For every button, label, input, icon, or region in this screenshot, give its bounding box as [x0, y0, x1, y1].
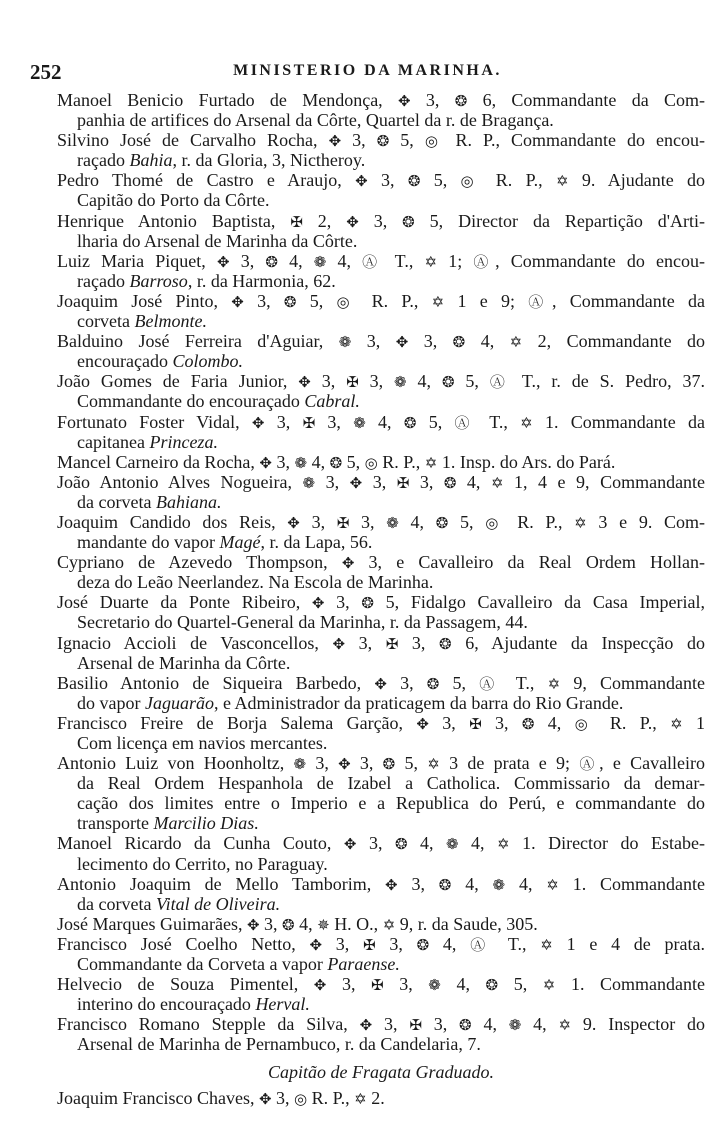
- text-line: [57, 813, 705, 833]
- text-segment: raçado: [77, 270, 130, 291]
- order-insignia-icon: ❂: [361, 594, 374, 613]
- text-line: [57, 673, 705, 693]
- text-line: [57, 170, 705, 190]
- text-line: [57, 793, 705, 813]
- officer-entry: [57, 211, 705, 251]
- order-insignia-icon: ✠: [290, 212, 303, 231]
- text-line: [57, 552, 705, 572]
- italic-text: Jaguarão: [144, 692, 214, 713]
- text-line: [57, 693, 705, 713]
- order-insignia-icon: ❁: [508, 1016, 522, 1035]
- text-segment: capitanea: [77, 431, 150, 452]
- italic-text: Paraense.: [327, 954, 400, 975]
- order-insignia-icon: ❂: [282, 915, 295, 934]
- order-insignia-icon: ❂: [426, 674, 440, 693]
- officer-entry: [57, 130, 705, 170]
- text-line: [57, 331, 705, 351]
- text-segment: Joaquim José Pinto, ✥ 3, ❂ 5, ◎ R. P., ✡ 1 e 9; Ⓐ, Commandante da: [57, 290, 705, 311]
- officer-entry: [57, 412, 705, 452]
- officer-entry: [57, 331, 705, 371]
- order-insignia-icon: ✠: [371, 976, 384, 995]
- order-insignia-icon: ✡: [670, 714, 683, 733]
- text-segment: Francisco José Coelho Netto, ✥ 3, ✠ 3, ❂ 4, Ⓐ T., ✡ 1 e 4 de prata.: [57, 933, 706, 954]
- text-segment: Pedro Thomé de Castro e Araujo, ✥ 3, ❂ 5, ◎ R. P., ✡ 9. Ajudante do: [57, 170, 706, 191]
- section-heading: Capitão de Fragata Graduado.: [267, 1061, 494, 1082]
- order-insignia-icon: ✠: [336, 513, 350, 532]
- italic-text: Colombo.: [172, 351, 243, 372]
- text-segment: , e Administrador da praticagem da barra do Rio Grande.: [213, 692, 624, 713]
- text-line: [57, 271, 705, 291]
- order-insignia-icon: ✥: [338, 755, 351, 774]
- text-segment: Cypriano de Azevedo Thompson, ✥ 3, e Cavalleiro da Real Ordem Hollan-: [57, 552, 705, 573]
- text-line: [57, 472, 705, 492]
- text-line: [57, 894, 705, 914]
- order-insignia-icon: ❂: [439, 634, 452, 653]
- text-segment: Mancel Carneiro da Rocha, ✥ 3, ❁ 4, ❂ 5, ◎ R. P., ✡ 1. Insp. do Ars. do Pará.: [57, 451, 616, 472]
- order-insignia-icon: ✡: [540, 935, 553, 954]
- order-insignia-icon: ✥: [311, 594, 325, 613]
- text-segment: Ignacio Accioli de Vasconcellos, ✥ 3, ✠ 3, ❂ 6, Ajudante da Inspecção do: [57, 632, 705, 653]
- officer-entry: [57, 1014, 705, 1054]
- text-segment: João Antonio Alves Nogueira, ❁ 3, ✥ 3, ✠ 3, ❂ 4, ✡ 1, 4 e 9, Commandante: [57, 471, 706, 492]
- text-line: [57, 653, 705, 673]
- order-insignia-icon: ❂: [283, 292, 297, 311]
- order-insignia-icon: ✡: [424, 252, 438, 271]
- order-insignia-icon: ✡: [431, 292, 445, 311]
- text-segment: Commandante da Corveta a vapor: [77, 954, 328, 975]
- order-insignia-icon: ✥: [355, 172, 368, 191]
- text-line: [57, 190, 705, 210]
- text-line: [57, 1014, 705, 1034]
- officer-entry: [57, 592, 705, 632]
- text-segment: , r. da Gloria, 3, Nictheroy.: [172, 150, 366, 171]
- running-title: MINISTERIO DA MARINHA.: [233, 62, 502, 79]
- text-segment: do vapor: [77, 692, 145, 713]
- text-line: [57, 532, 705, 552]
- order-insignia-icon: ✥: [298, 373, 311, 392]
- officer-entry: [57, 552, 705, 592]
- order-insignia-icon: ✡: [509, 333, 523, 352]
- order-insignia-icon: ❁: [445, 835, 459, 854]
- order-insignia-icon: ❂: [402, 212, 415, 231]
- order-insignia-icon: ◎: [485, 513, 506, 532]
- order-insignia-icon: ❂: [382, 755, 396, 774]
- italic-text: Bahia: [129, 150, 173, 171]
- order-insignia-icon: ❂: [438, 875, 452, 894]
- order-insignia-icon: Ⓐ: [579, 755, 600, 774]
- officer-entry: [57, 914, 705, 934]
- text-line: [57, 753, 705, 773]
- order-insignia-icon: ❂: [394, 835, 408, 854]
- order-insignia-icon: ✡: [520, 413, 533, 432]
- order-insignia-icon: ✡: [382, 915, 396, 934]
- order-insignia-icon: ✥: [313, 976, 327, 995]
- order-insignia-icon: ✠: [302, 413, 316, 432]
- order-insignia-icon: ◎: [460, 172, 483, 191]
- order-insignia-icon: ✵: [317, 915, 330, 934]
- text-segment: Francisco Freire de Borja Salema Garção, ✥ 3, ✠ 3, ❂ 4, ◎ R. P., ✡ 1: [57, 712, 706, 733]
- officer-entry: [57, 90, 705, 130]
- text-line: [57, 311, 705, 331]
- officer-entry: [57, 291, 705, 331]
- text-segment: , r. da Harmonia, 62.: [187, 270, 336, 291]
- text-segment: Silvino José de Carvalho Rocha, ✥ 3, ❂ 5, ◎ R. P., Commandante do encou-: [57, 130, 706, 151]
- order-insignia-icon: ✥: [416, 714, 429, 733]
- text-segment: Capitão do Porto da Côrte.: [77, 190, 270, 211]
- text-segment: Henrique Antonio Baptista, ✠ 2, ✥ 3, ❂ 5, Director da Repartição d'Arti-: [57, 210, 706, 231]
- order-insignia-icon: ✥: [332, 634, 346, 653]
- order-insignia-icon: Ⓐ: [489, 373, 512, 392]
- order-insignia-icon: ❂: [403, 413, 417, 432]
- order-insignia-icon: ❁: [302, 473, 316, 492]
- text-segment: deza do Leão Neerlandez. Na Escola de Marinha.: [77, 572, 434, 593]
- order-insignia-icon: Ⓐ: [454, 413, 478, 432]
- text-line: [57, 733, 705, 753]
- order-insignia-icon: ✡: [354, 1089, 367, 1108]
- page-number: 252: [30, 60, 62, 84]
- officer-entry: [57, 753, 705, 833]
- order-insignia-icon: ✠: [396, 473, 410, 492]
- order-insignia-icon: Ⓐ: [479, 674, 503, 693]
- text-segment: interino do encouraçado: [77, 994, 256, 1015]
- order-insignia-icon: ✥: [309, 935, 323, 954]
- text-segment: raçado: [77, 150, 130, 171]
- order-insignia-icon: ❂: [521, 714, 535, 733]
- officer-entry: [57, 512, 705, 552]
- text-line: [57, 412, 705, 432]
- order-insignia-icon: ◎: [336, 292, 359, 311]
- text-line: [57, 452, 705, 472]
- order-insignia-icon: ❂: [416, 935, 430, 954]
- italic-text: Princeza.: [149, 431, 218, 452]
- order-insignia-icon: ❂: [443, 473, 457, 492]
- text-segment: Arsenal de Marinha de Pernambuco, r. da Candelaria, 7.: [77, 1034, 481, 1055]
- text-segment: Secretario do Quartel-General da Marinha, r. da Passagem, 44.: [77, 612, 528, 633]
- order-insignia-icon: ❁: [338, 333, 352, 352]
- order-insignia-icon: ✠: [469, 714, 482, 733]
- order-insignia-icon: ❂: [454, 92, 468, 110]
- order-insignia-icon: ✡: [574, 513, 587, 532]
- order-insignia-icon: ✡: [497, 835, 510, 854]
- text-segment: Francisco Romano Stepple da Silva, ✥ 3, ✠ 3, ❂ 4, ❁ 4, ✡ 9. Inspector do: [57, 1014, 706, 1035]
- officer-entry: [57, 974, 705, 1014]
- order-insignia-icon: ✡: [427, 755, 440, 774]
- officer-entry: [57, 251, 705, 291]
- order-insignia-icon: ❂: [485, 976, 499, 995]
- italic-text: Magé: [219, 532, 261, 553]
- order-insignia-icon: ◎: [424, 132, 445, 151]
- officer-entry: [57, 833, 705, 873]
- order-insignia-icon: ✥: [374, 674, 387, 693]
- text-segment: Luiz Maria Piquet, ✥ 3, ❂ 4, ❁ 4, Ⓐ T., ✡ 1; Ⓐ, Commandante do encou-: [57, 250, 706, 271]
- text-line: [57, 934, 705, 954]
- text-line: [57, 773, 705, 793]
- text-line: [57, 351, 705, 371]
- order-insignia-icon: ✥: [395, 333, 409, 352]
- order-insignia-icon: ❂: [376, 132, 390, 151]
- order-insignia-icon: ✥: [258, 1089, 272, 1108]
- text-line: [57, 150, 705, 170]
- order-insignia-icon: ✥: [346, 212, 359, 231]
- text-segment: Joaquim Candido dos Reis, ✥ 3, ✠ 3, ❁ 4, ❂ 5, ◎ R. P., ✡ 3 e 9. Com-: [57, 511, 706, 532]
- order-insignia-icon: ❁: [492, 875, 506, 894]
- text-segment: Commandante do encouraçado: [77, 391, 305, 412]
- page-body: [57, 90, 705, 1108]
- text-segment: lecimento do Cerrito, no Paraguay.: [77, 853, 328, 874]
- officer-entry: [57, 633, 705, 673]
- text-segment: Joaquim Francisco Chaves, ✥ 3, ◎ R. P., ✡ 2.: [57, 1087, 385, 1108]
- order-insignia-icon: ◎: [294, 1089, 308, 1108]
- order-insignia-icon: ❂: [407, 172, 421, 191]
- order-insignia-icon: ❂: [265, 252, 278, 271]
- order-insignia-icon: ✥: [398, 92, 411, 110]
- text-line: [57, 492, 705, 512]
- order-insignia-icon: Ⓐ: [473, 252, 496, 271]
- text-line: [57, 572, 705, 592]
- order-insignia-icon: ❂: [435, 513, 449, 532]
- order-insignia-icon: ✡: [546, 875, 559, 894]
- text-line: [57, 874, 705, 894]
- order-insignia-icon: ◎: [574, 714, 597, 733]
- officer-entry: [57, 713, 705, 753]
- text-line: [57, 833, 705, 853]
- officer-entry: [57, 934, 705, 974]
- text-segment: panhia de artifices do Arsenal da Côrte, Quartel da r. de Bragança.: [77, 110, 554, 131]
- text-line: [57, 231, 705, 251]
- text-segment: Antonio Joaquim de Mello Tamborim, ✥ 3, ❂ 4, ❁ 4, ✡ 1. Commandante: [57, 873, 706, 894]
- italic-text: Marcilio Dias.: [153, 813, 259, 834]
- text-line: [57, 954, 705, 974]
- text-segment: Balduino José Ferreira d'Aguiar, ❁ 3, ✥ 3, ❂ 4, ✡ 2, Commandante do: [57, 331, 706, 352]
- text-line: [57, 391, 705, 411]
- text-line: [57, 251, 705, 271]
- order-insignia-icon: ❂: [441, 373, 455, 392]
- officer-entry: [57, 1088, 705, 1108]
- text-line: [57, 633, 705, 653]
- order-insignia-icon: ✥: [259, 453, 272, 472]
- text-line: [57, 994, 705, 1014]
- order-insignia-icon: ✠: [363, 935, 376, 954]
- text-segment: Antonio Luiz von Hoonholtz, ❁ 3, ✥ 3, ❂ 5, ✡ 3 de prata e 9; Ⓐ, e Cavalleiro: [57, 753, 706, 774]
- text-segment: José Marques Guimarães, ✥ 3, ❂ 4, ✵ H. O., ✡ 9, r. da Saude, 305.: [57, 913, 538, 934]
- order-insignia-icon: ✡: [555, 172, 569, 191]
- officer-entry: [57, 874, 705, 914]
- italic-text: Barroso: [129, 270, 188, 291]
- order-insignia-icon: ✠: [409, 1016, 422, 1035]
- order-insignia-icon: Ⓐ: [528, 292, 552, 311]
- text-segment: Helvecio de Souza Pimentel, ✥ 3, ✠ 3, ❁ 4, ❂ 5, ✡ 1. Commandante: [57, 974, 706, 995]
- text-segment: Fortunato Foster Vidal, ✥ 3, ✠ 3, ❁ 4, ❂ 5, Ⓐ T., ✡ 1. Commandante da: [57, 411, 706, 432]
- order-insignia-icon: ❁: [386, 513, 399, 532]
- text-segment: José Duarte da Ponte Ribeiro, ✥ 3, ❂ 5, Fidalgo Cavalleiro da Casa Imperial,: [57, 592, 706, 613]
- text-line: [57, 612, 705, 632]
- text-line: [57, 1034, 705, 1054]
- order-insignia-icon: ✡: [547, 674, 561, 693]
- italic-text: Bahiana.: [155, 491, 222, 512]
- order-insignia-icon: ❁: [394, 373, 407, 392]
- text-segment: Arsenal de Marinha da Côrte.: [77, 652, 291, 673]
- order-insignia-icon: ✥: [287, 513, 300, 532]
- officer-entry: [57, 452, 705, 472]
- text-line: [57, 512, 705, 532]
- order-insignia-icon: ✡: [558, 1016, 572, 1035]
- text-segment: Com licença em navios mercantes.: [77, 733, 328, 753]
- text-line: [57, 432, 705, 452]
- italic-text: Belmonte.: [134, 311, 207, 332]
- text-segment: cação dos limites entre o Imperio e a Republica do Perú, e commandante do: [77, 793, 705, 814]
- order-insignia-icon: ✠: [346, 373, 359, 392]
- order-insignia-icon: ✡: [424, 453, 438, 472]
- text-segment: João Gomes de Faria Junior, ✥ 3, ✠ 3, ❁ 4, ❂ 5, Ⓐ T., r. de S. Pedro, 37.: [57, 371, 705, 392]
- text-segment: mandante do vapor: [77, 532, 220, 553]
- order-insignia-icon: ✠: [385, 634, 399, 653]
- order-insignia-icon: ✥: [251, 413, 265, 432]
- officer-entry: [57, 472, 705, 512]
- text-line: [57, 90, 705, 110]
- order-insignia-icon: ❁: [353, 413, 366, 432]
- order-insignia-icon: ✥: [328, 132, 342, 151]
- text-segment: Manoel Ricardo da Cunha Couto, ✥ 3, ❂ 4, ❁ 4, ✡ 1. Director do Estabe-: [57, 833, 705, 854]
- order-insignia-icon: ✥: [216, 252, 230, 271]
- order-insignia-icon: Ⓐ: [470, 935, 495, 954]
- text-segment: encouraçado: [77, 351, 173, 372]
- officer-entry: [57, 371, 705, 411]
- text-segment: Manoel Benicio Furtado de Mendonça, ✥ 3, ❂ 6, Commandante da Com-: [57, 90, 705, 110]
- text-segment: da corveta: [77, 491, 156, 512]
- text-line: [57, 291, 705, 311]
- text-line: [57, 371, 705, 391]
- order-insignia-icon: ✥: [349, 473, 363, 492]
- order-insignia-icon: ✡: [542, 976, 556, 995]
- order-insignia-icon: ❁: [313, 252, 327, 271]
- text-segment: corveta: [77, 311, 135, 332]
- order-insignia-icon: ✥: [341, 554, 355, 573]
- order-insignia-icon: ❁: [294, 453, 308, 472]
- text-segment: da corveta: [77, 893, 156, 914]
- order-insignia-icon: ❁: [428, 976, 441, 995]
- order-insignia-icon: ✡: [490, 473, 504, 492]
- text-line: [57, 713, 705, 733]
- officer-entry: [57, 673, 705, 713]
- text-segment: transporte: [77, 813, 154, 834]
- order-insignia-icon: ◎: [364, 453, 378, 472]
- text-line: [57, 974, 705, 994]
- text-segment: da Real Ordem Hespanhola de Izabel a Catholica. Commissario da demar-: [77, 773, 705, 794]
- order-insignia-icon: ✥: [246, 915, 260, 934]
- order-insignia-icon: ✥: [231, 292, 244, 311]
- page-header: [30, 60, 705, 86]
- text-line: [57, 1088, 705, 1108]
- officer-entry: [57, 170, 705, 210]
- text-line: [57, 110, 705, 130]
- text-segment: lharia do Arsenal de Marinha da Côrte.: [77, 230, 358, 251]
- order-insignia-icon: ❁: [293, 755, 307, 774]
- text-line: [57, 914, 705, 934]
- text-segment: , r. da Lapa, 56.: [260, 532, 373, 553]
- order-insignia-icon: ❂: [452, 333, 466, 352]
- order-insignia-icon: ❂: [329, 453, 343, 472]
- text-segment: Basilio Antonio de Siqueira Barbedo, ✥ 3, ❂ 5, Ⓐ T., ✡ 9, Commandante: [57, 672, 705, 693]
- text-line: [57, 211, 705, 231]
- text-line: [57, 130, 705, 150]
- order-insignia-icon: ✥: [385, 875, 398, 894]
- italic-text: Vital de Oliveira.: [155, 893, 281, 914]
- text-line: [57, 854, 705, 874]
- italic-text: Cabral.: [304, 391, 360, 412]
- text-line: [57, 592, 705, 612]
- order-insignia-icon: ✥: [359, 1016, 373, 1035]
- order-insignia-icon: Ⓐ: [362, 252, 384, 271]
- order-insignia-icon: ❂: [459, 1016, 472, 1035]
- order-insignia-icon: ✥: [343, 835, 357, 854]
- italic-text: Herval.: [255, 994, 310, 1015]
